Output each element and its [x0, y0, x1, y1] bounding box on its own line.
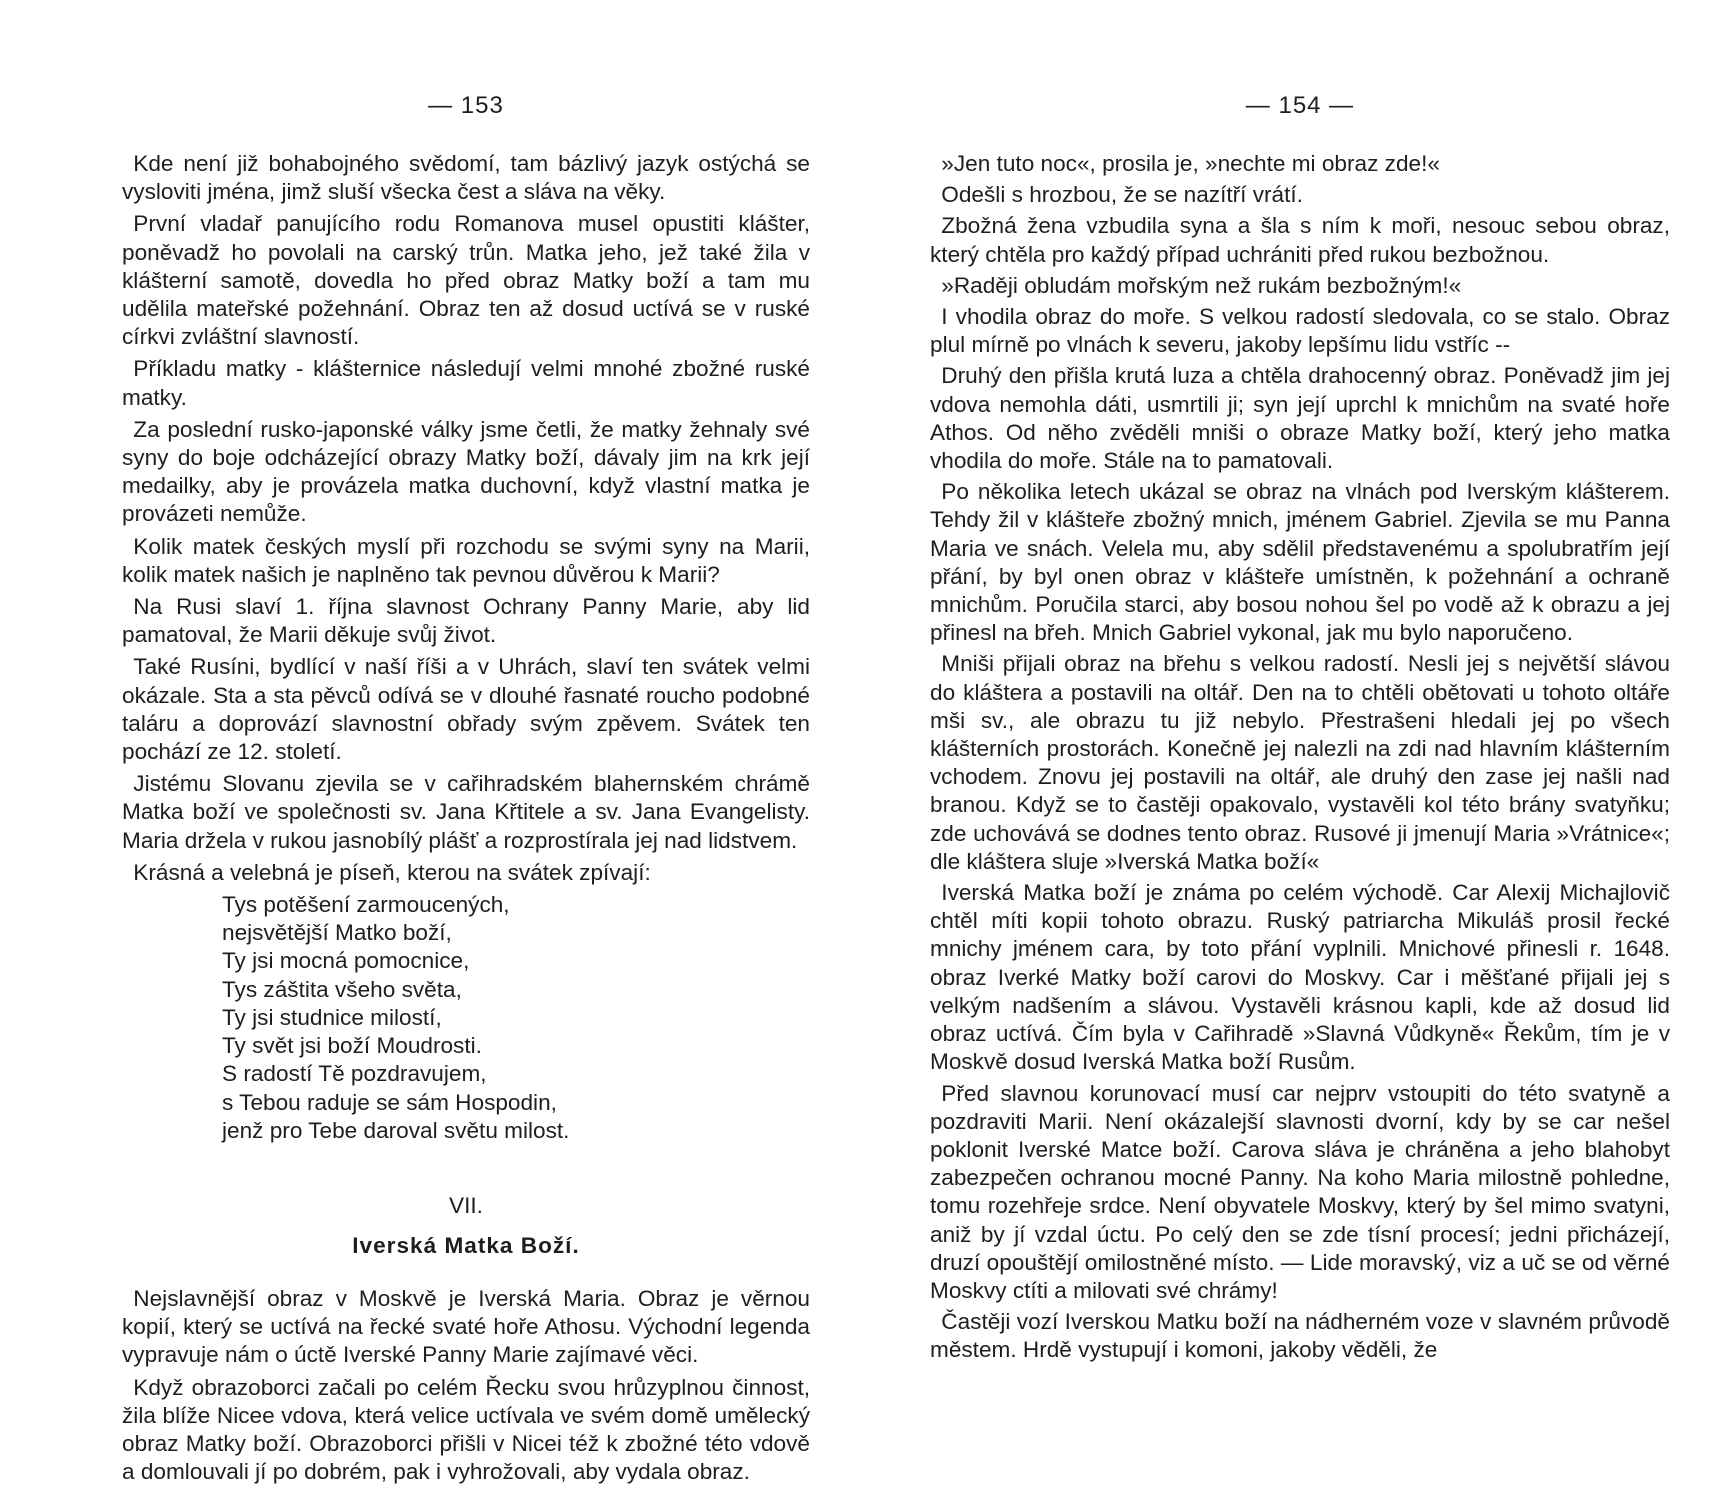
paragraph: Nejslavnější obraz v Moskvě je Iverská Maria. Obraz je věrnou kopií, který se uctívá na řecké svaté hoře Athosu. Východní legenda vypravuje nám o úctě Iverské Panny Marie zajímavé věci.: [122, 1285, 810, 1368]
page-number: — 153: [428, 92, 504, 119]
verse-line: Ty svět jsi boží Moudrosti.: [222, 1033, 482, 1059]
chapter-number: VII.: [449, 1192, 483, 1218]
verse-line: Tys potěšení zarmoucených,: [222, 892, 510, 918]
paragraph: Zbožná žena vzbudila syna a šla s ním k moři, nesouc sebou obraz, který chtěla pro každý případ uchrániti před rukou bezbožnou.: [930, 213, 1670, 267]
verse-line: Ty jsi studnice milostí,: [222, 1004, 442, 1030]
left-page: [122, 0, 810, 1500]
chapter-title: Iverská Matka Boží.: [352, 1232, 580, 1258]
paragraph: Iverská Matka boží je známa po celém východě. Car Alexij Michajlovič chtěl míti kopii tohoto obrazu. Ruský patriarcha Mikuláš prosil řecké mnichy jménem cara, by toto přání vyplnili. Mnichové přinesli r. 1648. obraz Iverké Matky boží carovi do Moskvy. Car i měšťané přijali jej s velkým nadšením a slávou. Vystavěli krásnou kapli, kde až dosud lid obraz uctívá. Čím byla v Cařihradě »Slavná Vůdkyně« Řekům, tím je v Moskvě dosud Iverská Matka boží Rusům.: [930, 880, 1670, 1075]
paragraph: Také Rusíni, bydlící v naší říši a v Uhrách, slaví ten svátek velmi okázale. Sta a sta pěvců odívá se v dlouhé řasnaté roucho podobné taláru a doprovází slavnostní obřady svým zpěvem. Svátek ten pochází ze 12. století.: [122, 654, 810, 765]
paragraph: I vhodila obraz do moře. S velkou radostí sledovala, co se stalo. Obraz plul mírně po vlnách k severu, jakoby lepšímu lidu vstříc --: [930, 304, 1670, 358]
paragraph: Kde není již bohabojného svědomí, tam bázlivý jazyk ostýchá se vysloviti jména, jimž sluší všecka čest a sláva na věky.: [122, 151, 810, 205]
verse-line: S radostí Tě pozdravujem,: [222, 1061, 487, 1087]
paragraph: »Raději obludám mořským než rukám bezbožným!«: [941, 272, 1462, 298]
paragraph: Mniši přijali obraz na břehu s velkou radostí. Nesli jej s největší slávou do kláštera a postavili na oltář. Den na to chtěli obětovati u tohoto oltáře mši sv., ale obrazu tu již nebylo. Přestrašeni hledali jej po všech klášterních prostorách. Konečně jej nalezli na zdi nad hlavním klášterním vchodem. Znovu jej postavili na oltář, ale druhý den zase jej našli nad branou. Když se to častěji opakovalo, vystavěli kol této brány svatyňku; zde uchovává se dodnes tento obraz. Rusové ji jmenují Maria »Vrátnice«; dle kláštera sluje »Iverská Matka boží«: [930, 651, 1670, 874]
paragraph: Častěji vozí Iverskou Matku boží na nádherném voze v slavném průvodě městem. Hrdě vystupují i komoni, jakoby věděli, že: [930, 1309, 1670, 1363]
paragraph: Po několika letech ukázal se obraz na vlnách pod Iverským klášterem. Tehdy žil v klášteře zbožný mnich, jménem Gabriel. Zjevila se mu Panna Maria ve snách. Velela mu, aby sdělil představenému a spolubratřím její přání, by byl onen obraz v klášteře umístněn, k požehnání a ochraně mnichům. Poručila starci, aby bosou nohou šel po vodě až k obrazu a jej přinesl na břeh. Mnich Gabriel vykonal, jak mu bylo naporučeno.: [930, 479, 1670, 646]
paragraph: Příkladu matky - klášternice následují velmi mnohé zbožné ruské matky.: [122, 356, 810, 410]
verse-line: jenž pro Tebe daroval světu milost.: [222, 1117, 570, 1143]
paragraph: Když obrazoborci začali po celém Řecku svou hrůzyplnou činnost, žila blíže Nicee vdova, která velice uctívala ve svém domě umělecký obraz Matky boží. Obrazoborci přišli v Nicei též k zbožné této vdově a domlouvali jí po dobrém, pak i vyhrožovali, aby vydala obraz.: [122, 1374, 810, 1485]
paragraph: Odešli s hrozbou, že se nazítří vrátí.: [941, 182, 1303, 208]
verse-line: Tys záštita všeho světa,: [222, 976, 462, 1002]
paragraph: »Jen tuto noc«, prosila je, »nechte mi obraz zde!«: [941, 151, 1440, 176]
verse-line: nejsvětější Matko boží,: [222, 920, 452, 946]
paragraph: Jistému Slovanu zjevila se v cařihradském blahernském chrámě Matka boží ve společnosti sv. Jana Křtitele a sv. Jana Evangelisty. Maria držela v rukou jasnobílý plášť a rozprostírala jej nad lidstvem.: [122, 771, 810, 853]
verse-line: s Tebou raduje se sám Hospodin,: [222, 1089, 557, 1115]
paragraph: Druhý den přišla krutá luza a chtěla drahocenný obraz. Poněvadž jim jej vdova nemohla dáti, usmrtili ji; syn její uprchl k mnichům na svaté hoře Athos. Od něho zvěděli mniši o obraze Matky boží, který jeho matka vhodila do moře. Stále na to pamatovali.: [930, 363, 1670, 474]
paragraph: Na Rusi slaví 1. října slavnost Ochrany Panny Marie, aby lid pamatoval, že Marii děkuje svůj život.: [122, 594, 810, 648]
chapter-body: [122, 1285, 810, 1486]
paragraph: Za poslední rusko-japonské války jsme četli, že matky žehnaly své syny do boje odcházející obrazy Matky boží, dávaly jim na krk její medailky, aby je provázela matka duchovní, když vlastní matka je provázeti nemůže.: [122, 416, 810, 527]
paragraph: Krásná a velebná je píseň, kterou na svátek zpívají:: [133, 859, 651, 885]
hymn-verse: [222, 891, 810, 1145]
paragraph: Před slavnou korunovací musí car nejprv vstoupiti do této svatyně a pozdraviti Marii. Není okázalejší slavnosti dvorní, kdy by se car nešel poklonit Iverské Matce boží. Carova sláva je chráněna a jeho blahobyt zabezpečen ochranou mocné Panny. Na koho Maria milostně pohledne, tomu rozehřeje srdce. Není obyvatele Moskvy, který by šel mimo svatyni, aniž by jí vzdal úctu. Po celý den se zde tísní procesí; jedni přicházejí, druzí opouštějí omilostněné místo. — Lide moravský, viz a uč se od věrné Moskvy ctíti a milovati své chrámy!: [930, 1080, 1670, 1303]
verse-line: Ty jsi mocná pomocnice,: [222, 948, 470, 974]
paragraph: Kolik matek českých myslí při rozchodu se svými syny na Marii, kolik matek našich je naplněno tak pevnou důvěrou k Marii?: [122, 533, 810, 587]
paragraph: První vladař panujícího rodu Romanova musel opustiti klášter, poněvadž ho povolali na carský trůn. Matka jeho, jež také žila v klášterní samotě, dovedla ho před obraz Matky boží a tam mu udělila mateřské požehnání. Obraz ten až dosud uctívá se v ruské církvi zvláštní slavností.: [122, 211, 810, 350]
page-number: — 154 —: [1245, 92, 1355, 119]
page-body: [122, 150, 810, 887]
page-body: [930, 150, 1670, 1365]
right-page: [930, 0, 1670, 1500]
